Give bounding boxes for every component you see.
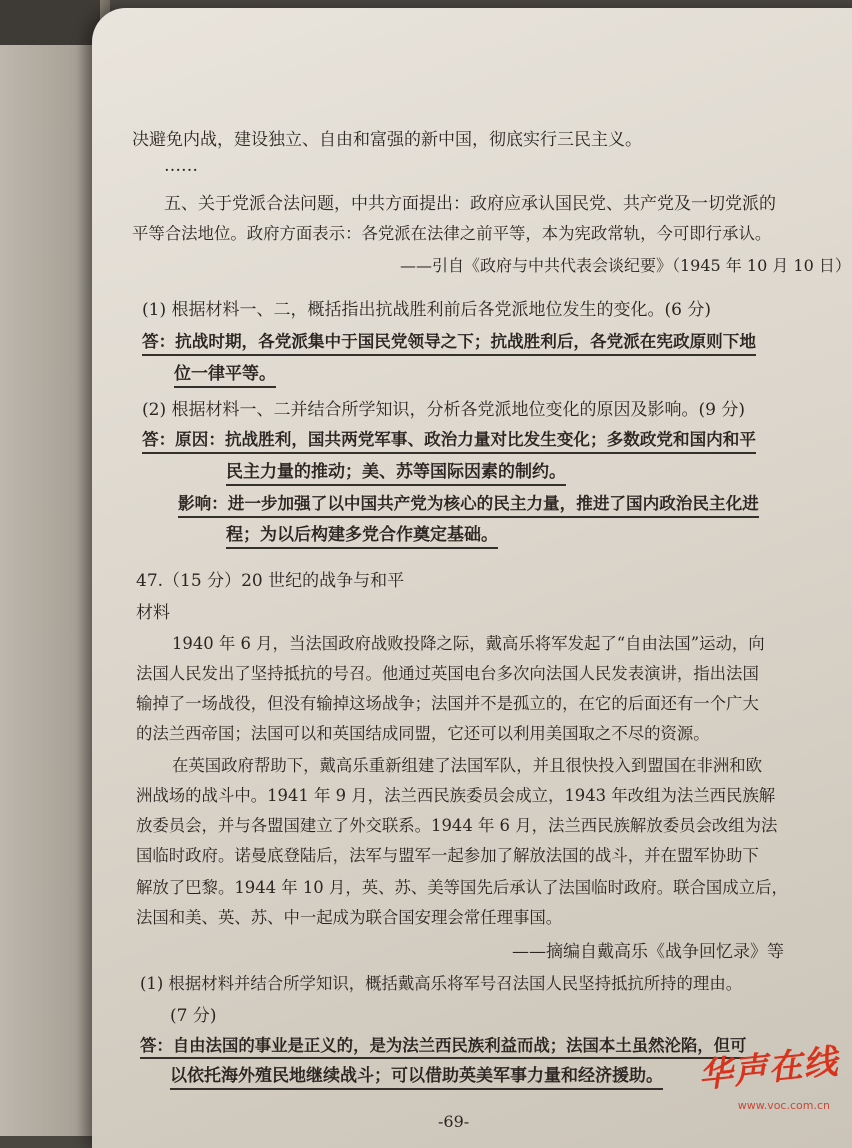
answer-line: 答：原因：抗战胜利，国共两党军事、政治力量对比发生变化；多数政党和国内和平 bbox=[142, 432, 756, 454]
answer-line: 以依托海外殖民地继续战斗；可以借助英美军事力量和经济援助。 bbox=[170, 1068, 663, 1090]
question-3: (1) 根据材料并结合所学知识，概括戴高乐将军号召法国人民坚持抵抗所持的理由。 bbox=[140, 974, 743, 993]
answer-line: 答：自由法国的事业是正义的，是为法兰西民族利益而战；法国本土虽然沦陷，但可 bbox=[140, 1038, 746, 1059]
paragraph-line: 1940 年 6 月，当法国政府战败投降之际，戴高乐将军发起了“自由法国”运动，向 bbox=[172, 634, 765, 653]
answer-line: 民主力量的推动；美、苏等国际因素的制约。 bbox=[226, 464, 566, 486]
answer-line: 程；为以后构建多党合作奠定基础。 bbox=[226, 527, 498, 549]
paragraph-line: 法国和美、英、苏、中一起成为联合国安理会常任理事国。 bbox=[136, 908, 563, 927]
watermark-url: www.voc.com.cn bbox=[737, 1099, 830, 1112]
book-page bbox=[92, 8, 852, 1148]
paragraph-line: 的法兰西帝国；法国可以和英国结成同盟，它还可以利用美国取之不尽的资源。 bbox=[136, 724, 710, 743]
ellipsis: …… bbox=[164, 156, 198, 176]
answer-line: 影响：进一步加强了以中国共产党为核心的民主力量，推进了国内政治民主化进 bbox=[178, 496, 759, 518]
text-line: 五、关于党派合法问题，中共方面提出：政府应承认国民党、共产党及一切党派的 bbox=[164, 194, 776, 214]
text-line: 平等合法地位。政府方面表示：各党派在法律之前平等，本为宪政常轨，今可即行承认。 bbox=[132, 224, 772, 243]
dark-background-corner bbox=[0, 0, 100, 45]
paragraph-line: 解放了巴黎。1944 年 10 月，英、苏、美等国先后承认了法国临时政府。联合国成立后， bbox=[136, 878, 788, 897]
source-citation: ——摘编自戴高乐《战争回忆录》等 bbox=[512, 942, 784, 962]
paragraph-line: 洲战场的战斗中。1941 年 9 月，法兰西民族委员会成立，1943 年改组为法兰西民族解 bbox=[136, 786, 776, 805]
paragraph-line: 放委员会，并与各盟国建立了外交联系。1944 年 6 月，法兰西民族解放委员会改组为法 bbox=[136, 816, 778, 835]
paragraph-line: 在英国政府帮助下，戴高乐重新组建了法国军队，并且很快投入到盟国在非洲和欧 bbox=[172, 756, 763, 775]
watermark-logo: 华声在线 bbox=[696, 1041, 841, 1097]
question-1: (1) 根据材料一、二，概括指出抗战胜利前后各党派地位发生的变化。(6 分) bbox=[142, 300, 711, 320]
question-2: (2) 根据材料一、二并结合所学知识，分析各党派地位变化的原因及影响。(9 分) bbox=[142, 400, 745, 420]
paragraph-line: 国临时政府。诺曼底登陆后，法军与盟军一起参加了解放法国的战斗，并在盟军协助下 bbox=[136, 846, 759, 865]
question-3-points: (7 分) bbox=[170, 1006, 217, 1026]
answer-line: 位一律平等。 bbox=[174, 366, 276, 388]
material-label: 材料 bbox=[136, 603, 170, 623]
question-47-heading: 47.（15 分）20 世纪的战争与和平 bbox=[136, 571, 405, 591]
page-number: -69- bbox=[438, 1112, 470, 1131]
text-line: 决避免内战，建设独立、自由和富强的新中国，彻底实行三民主义。 bbox=[132, 130, 642, 150]
citation: ——引自《政府与中共代表会谈纪要》（1945 年 10 月 10 日） bbox=[400, 256, 851, 275]
answer-line: 答：抗战时期，各党派集中于国民党领导之下；抗战胜利后，各党派在宪政原则下地 bbox=[142, 334, 756, 356]
paragraph-line: 法国人民发出了坚持抵抗的号召。他通过英国电台多次向法国人民发表演讲，指出法国 bbox=[136, 664, 759, 683]
paragraph-line: 输掉了一场战役，但没有输掉这场战争；法国并不是孤立的，在它的后面还有一个广大 bbox=[136, 694, 759, 713]
